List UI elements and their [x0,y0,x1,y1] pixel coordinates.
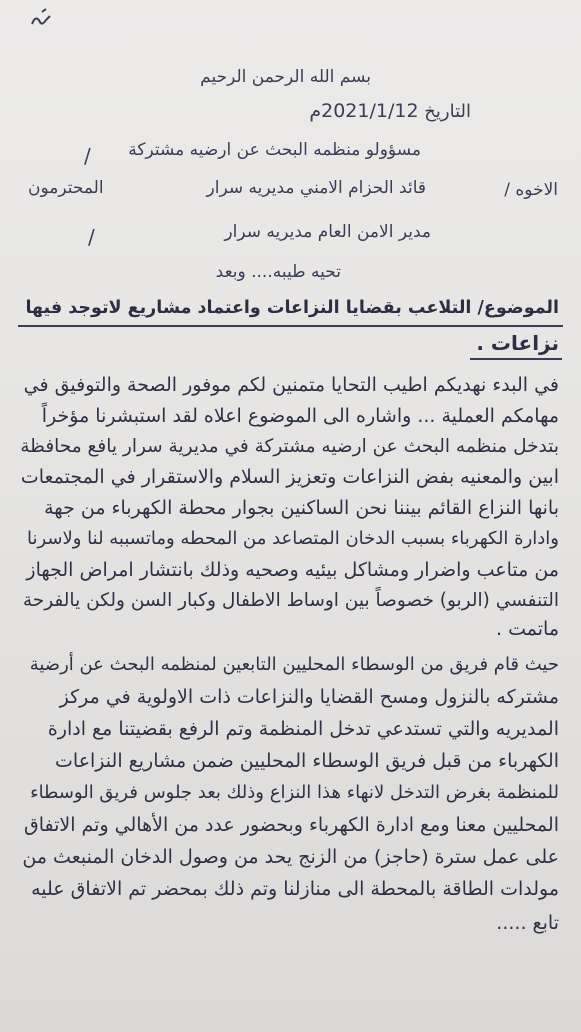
subject-underline-1 [18,325,563,327]
p2-line-1: حيث قام فريق من الوسطاء المحليين التابعين لمنظمه البحث عن أرضية [29,654,559,675]
date-value: 2021/1/12م [309,100,419,122]
p1-line-2: مهامكم العملية ... واشاره الى الموضوع اعلاه لقد استبشرنا مؤخراً [41,405,559,427]
recipient-1-slash: / [84,144,91,168]
p1-line-9: ماتمت . [496,618,559,640]
p2-line-5: للمنظمة بغرض التدخل لانهاء هذا النزاع وذلك بعد جلوس فريق الوسطاء [30,782,559,803]
subject-line-1: الموضوع/ التلاعب بقضايا النزاعات واعتماد مشاريع لاتوجد فيها [25,298,559,318]
recipient-2-respected: المحترمون [28,178,104,198]
p2-line-4: الكهرباء من قبل فريق الوسطاء المحليين ضمن مشاريع النزاعات [55,750,559,772]
recipient-1: مسؤولو منظمه البحث عن ارضيه مشتركة [128,140,421,160]
date-label: التاريخ [424,101,471,122]
p2-line-3: المديريه والتي تستدعي تدخل المنظمة وتم الرفع بقضيتنا مع ادارة [47,718,559,740]
p2-line-2: مشتركه بالنزول ومسح القضايا والنزاعات ذات الاولوية في مركز [59,686,559,708]
basmala: بسم الله الرحمن الرحيم [200,67,371,87]
p2-line-9: تابع ..... [496,912,559,934]
subject-line-2: نزاعات . [476,331,559,355]
p1-line-6: وادارة الكهرباء بسبب الدخان المتصاعد من المحطه وماتسببه لنا ولاسرنا [26,528,559,549]
p2-line-8: مولدات الطاقة بالمحطة الى منازلنا وتم ذلك بمحضر تم الاتفاق عليه [31,878,559,900]
handwritten-initial-mark [28,6,54,32]
date-line [309,100,471,122]
subject-underline-2 [470,358,562,360]
p1-line-5: بانها النزاع القائم بيننا نحن الساكنين بجوار محطة الكهرباء من جهة [44,497,559,519]
p1-line-3: بتدخل منظمه البحث عن ارضيه مشتركة في مديرية سرار يافع محافظة [20,436,559,457]
p1-line-8: التنفسي (الربو) خصوصاً بين اوساط الاطفال وكبار السن ولكن يالفرحة [22,590,559,611]
recipient-3-slash: / [88,225,95,249]
greeting: تحيه طيبه.... وبعد [215,262,341,282]
p1-line-1: في البدء نهديكم اطيب التحايا متمنين لكم موفور الصحة والتوفيق في [23,374,559,396]
p2-line-6: المحليين معنا ومع ادارة الكهرباء وبحضور عدد من الأهالي وتم الاتفاق [23,814,559,836]
p2-line-7: على عمل سترة (حاجز) من الزنج يحد من وصول الدخان المنبعث من [22,846,559,868]
p1-line-4: ابين والمعنيه بفض النزاعات وتعزيز السلام والاستقرار في المجتمعات [20,466,559,488]
recipient-3: مدير الامن العام مديريه سرار [224,222,431,242]
recipient-2: قائد الحزام الامني مديريه سرار [206,178,426,198]
p1-line-7: من متاعب واضرار ومشاكل بيئيه وصحيه وذلك بانتشار امراض الجهاز [26,559,559,581]
recipient-2-salutation: الاخوه / [504,180,558,200]
